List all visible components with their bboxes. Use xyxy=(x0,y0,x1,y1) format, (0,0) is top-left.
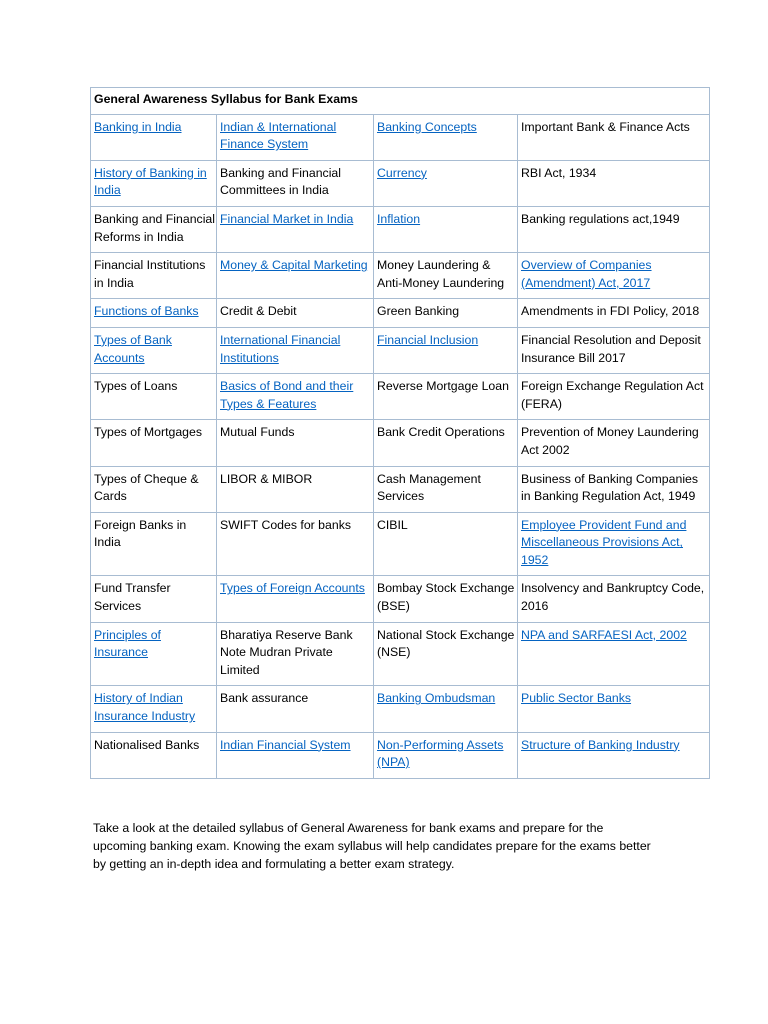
table-cell xyxy=(374,160,518,206)
table-cell xyxy=(217,299,374,328)
topic-link[interactable]: NPA and SARFAESI Act, 2002 xyxy=(521,627,687,642)
topic-link[interactable]: History of Indian Insurance Industry xyxy=(94,691,196,724)
table-cell xyxy=(91,686,217,732)
table-cell xyxy=(518,253,710,299)
table-cell xyxy=(217,327,374,373)
topic-text: LIBOR & MIBOR xyxy=(220,471,313,486)
table-cell xyxy=(91,327,217,373)
table-cell xyxy=(217,466,374,512)
topic-link[interactable]: Inflation xyxy=(377,211,421,226)
topic-link[interactable]: Money & Capital Marketing xyxy=(220,258,368,273)
table-body xyxy=(91,114,710,778)
topic-text: Fund Transfer Services xyxy=(94,581,171,614)
topic-link[interactable]: Types of Foreign Accounts xyxy=(220,581,365,596)
topic-text: Banking regulations act,1949 xyxy=(521,211,680,226)
topic-text: SWIFT Codes for banks xyxy=(220,517,351,532)
table-row xyxy=(91,576,710,622)
table-row xyxy=(91,512,710,576)
topic-link[interactable]: Banking Ombudsman xyxy=(377,691,496,706)
topic-link[interactable]: Public Sector Banks xyxy=(521,691,632,706)
table-title-row xyxy=(91,88,710,115)
table-cell xyxy=(518,299,710,328)
topic-text: CIBIL xyxy=(377,517,408,532)
table-row xyxy=(91,160,710,206)
table-row xyxy=(91,114,710,160)
topic-link[interactable]: Functions of Banks xyxy=(94,304,199,319)
table-cell xyxy=(91,299,217,328)
topic-link[interactable]: Structure of Banking Industry xyxy=(521,737,680,752)
topic-text: Green Banking xyxy=(377,304,460,319)
topic-text: Banking and Financial Reforms in India xyxy=(94,211,215,244)
table-cell xyxy=(518,160,710,206)
table-cell xyxy=(374,466,518,512)
topic-text: Foreign Banks in India xyxy=(94,517,187,550)
topic-link[interactable]: Principles of Insurance xyxy=(94,627,161,660)
topic-text: Financial Institutions in India xyxy=(94,258,206,290)
table-cell xyxy=(217,114,374,160)
topic-text: Foreign Exchange Regulation Act (FERA) xyxy=(521,379,704,411)
table-cell xyxy=(518,686,710,732)
table-cell xyxy=(374,114,518,160)
topic-text: Bank assurance xyxy=(220,691,309,706)
topic-text: Reverse Mortgage Loan xyxy=(377,379,509,394)
table-row xyxy=(91,327,710,373)
table-cell xyxy=(518,622,710,686)
topic-link[interactable]: Employee Provident Fund and Miscellaneous Provisions Act, 1952 xyxy=(521,517,687,567)
table-row xyxy=(91,420,710,466)
table-cell xyxy=(217,206,374,252)
table-cell xyxy=(518,576,710,622)
topic-text: Credit & Debit xyxy=(220,304,297,319)
topic-text: Types of Cheque & Cards xyxy=(94,471,199,504)
topic-link[interactable]: Indian Financial System xyxy=(220,737,351,752)
syllabus-table xyxy=(90,87,710,779)
table-cell xyxy=(91,576,217,622)
topic-link[interactable]: Currency xyxy=(377,165,427,180)
table-row xyxy=(91,686,710,732)
table-cell xyxy=(374,420,518,466)
table-row xyxy=(91,732,710,778)
table-row xyxy=(91,466,710,512)
table-cell xyxy=(217,576,374,622)
table-cell xyxy=(374,622,518,686)
table-row xyxy=(91,253,710,299)
topic-link[interactable]: Banking in India xyxy=(94,119,182,134)
table-cell xyxy=(91,374,217,420)
table-cell xyxy=(518,327,710,373)
table-cell xyxy=(518,512,710,576)
table-cell xyxy=(217,253,374,299)
topic-link[interactable]: Non-Performing Assets (NPA) xyxy=(377,737,504,770)
table-cell xyxy=(374,732,518,778)
topic-link[interactable]: Overview of Companies (Amendment) Act, 2017 xyxy=(521,258,652,290)
table-cell xyxy=(374,512,518,576)
topic-text: Bharatiya Reserve Bank Note Mudran Private Limited xyxy=(220,627,353,677)
topic-link[interactable]: Financial Inclusion xyxy=(377,332,479,347)
topic-text: Bombay Stock Exchange (BSE) xyxy=(377,581,515,614)
table-cell xyxy=(518,732,710,778)
table-cell xyxy=(374,327,518,373)
table-cell xyxy=(91,512,217,576)
topic-text: Mutual Funds xyxy=(220,425,295,440)
table-cell xyxy=(374,576,518,622)
topic-text: Business of Banking Companies in Banking Regulation Act, 1949 xyxy=(521,471,699,504)
topic-text: Important Bank & Finance Acts xyxy=(521,119,690,134)
topic-text: Money Laundering & Anti-Money Laundering xyxy=(377,258,505,290)
topic-text: Cash Management Services xyxy=(377,471,481,504)
topic-text: Nationalised Banks xyxy=(94,737,200,752)
topic-link[interactable]: Financial Market in India xyxy=(220,211,354,226)
table-cell xyxy=(217,622,374,686)
topic-text: Insolvency and Bankruptcy Code, 2016 xyxy=(521,581,705,614)
table-cell xyxy=(374,206,518,252)
table-cell xyxy=(91,253,217,299)
topic-text: Types of Loans xyxy=(94,379,178,394)
table-cell xyxy=(518,466,710,512)
table-cell xyxy=(91,732,217,778)
table-cell xyxy=(374,686,518,732)
topic-link[interactable]: Indian & International Finance System xyxy=(220,119,337,152)
table-cell xyxy=(91,114,217,160)
table-title: General Awareness Syllabus for Bank Exams xyxy=(91,88,710,115)
table-cell xyxy=(91,420,217,466)
table-cell xyxy=(374,253,518,299)
topic-link[interactable]: Types of Bank Accounts xyxy=(94,332,172,365)
table-row xyxy=(91,622,710,686)
table-cell xyxy=(217,732,374,778)
table-row xyxy=(91,374,710,420)
table-cell xyxy=(518,420,710,466)
table-cell xyxy=(374,299,518,328)
table-cell xyxy=(91,622,217,686)
topic-text: Prevention of Money Laundering Act 2002 xyxy=(521,425,699,457)
table-cell xyxy=(374,374,518,420)
table-row xyxy=(91,206,710,252)
table-row xyxy=(91,299,710,328)
topic-text: National Stock Exchange (NSE) xyxy=(377,627,515,660)
table-cell xyxy=(518,374,710,420)
table-cell xyxy=(217,160,374,206)
topic-link[interactable]: Basics of Bond and their Types & Features xyxy=(220,379,354,411)
table-cell xyxy=(518,114,710,160)
topic-link[interactable]: Banking Concepts xyxy=(377,119,477,134)
table-cell xyxy=(91,466,217,512)
topic-text: Bank Credit Operations xyxy=(377,425,505,440)
topic-text: Amendments in FDI Policy, 2018 xyxy=(521,304,700,319)
topic-text: Types of Mortgages xyxy=(94,425,202,440)
topic-text: Banking and Financial Committees in India xyxy=(220,165,341,198)
topic-text: Financial Resolution and Deposit Insurance Bill 2017 xyxy=(521,332,701,365)
description-paragraph: Take a look at the detailed syllabus of General Awareness for bank exams and prepare for the upcoming banking exam. Knowing the exam syllabus will help candidates prepare for the exams better by getting an in-depth idea and formulating a better exam strategy. xyxy=(93,821,651,871)
table-cell xyxy=(217,512,374,576)
table-cell xyxy=(518,206,710,252)
table-cell xyxy=(217,374,374,420)
table-cell xyxy=(217,686,374,732)
table-cell xyxy=(91,160,217,206)
table-cell xyxy=(91,206,217,252)
topic-link[interactable]: International Financial Institutions xyxy=(220,332,341,365)
topic-link[interactable]: History of Banking in India xyxy=(94,165,207,198)
table-cell xyxy=(217,420,374,466)
topic-text: RBI Act, 1934 xyxy=(521,165,597,180)
